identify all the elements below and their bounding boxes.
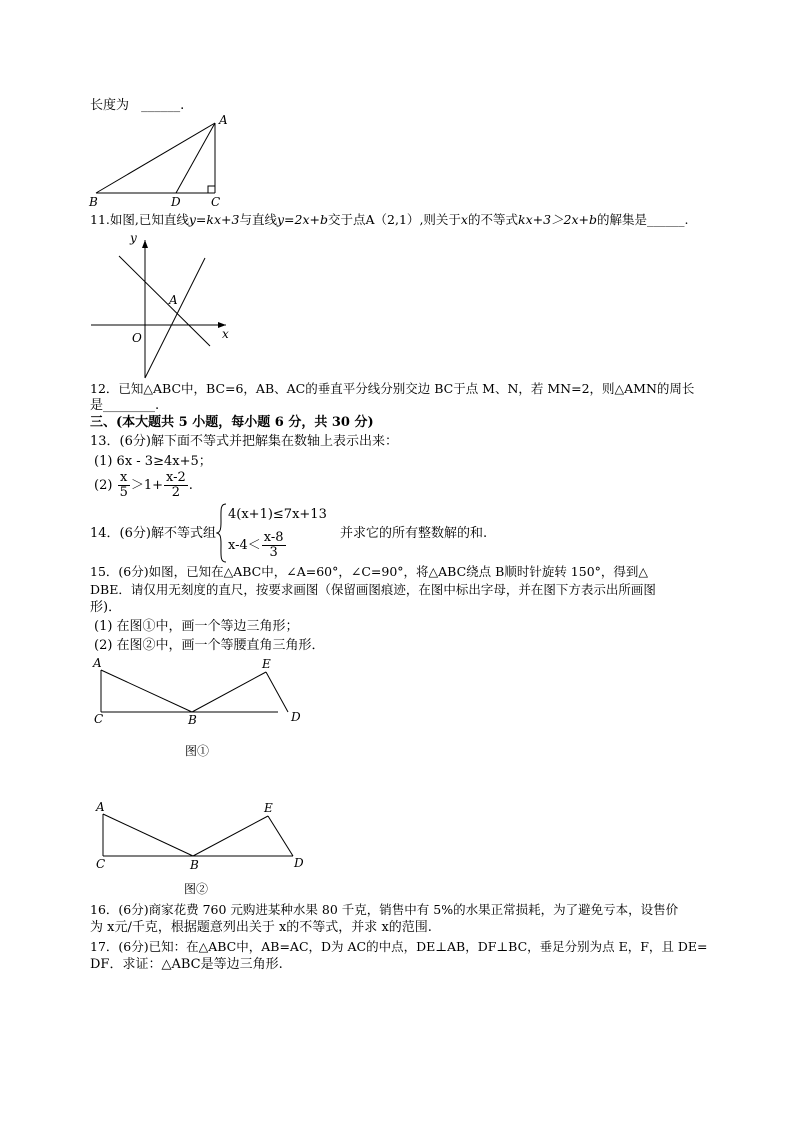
fig1-label-C: C — [94, 712, 104, 726]
q11-label-x: x — [222, 327, 229, 341]
q15-line2: DBE．请仅用无刻度的直尺，按要求画图（保留画图痕迹，在图中标出字母，并在图下方表示出所画图 — [90, 582, 656, 597]
q16-line2: 为 x元/千克，根据题意列出关于 x的不等式，并求 x的范围. — [90, 920, 432, 935]
fig2-label-A: A — [96, 800, 105, 814]
q15-sub1: (1) 在图①中，画一个等边三角形； — [94, 619, 299, 634]
q14-frac-den: 3 — [269, 545, 278, 560]
q14-frac-num: x-8 — [263, 530, 284, 545]
q11-coordinate-figure — [88, 228, 238, 383]
q13-frac2 — [164, 471, 188, 500]
q13-frac2-num: x-2 — [166, 470, 186, 485]
q11-eq1: y=kx+3 — [188, 212, 240, 227]
q15-figure-1 — [88, 652, 313, 764]
q12-pre: 是 — [90, 398, 104, 413]
q10-label-D: D — [171, 195, 181, 208]
q14-brace — [216, 502, 228, 564]
fig2-caption: 图② — [184, 882, 209, 896]
q13-p2-label: (2) — [94, 478, 113, 493]
q13-part1: (1) 6x - 3≥4x+5； — [94, 454, 212, 469]
q11-p6: 的解集是 — [597, 212, 648, 227]
q11-label-A: A — [169, 293, 178, 307]
q15-line3: 形)． — [90, 600, 122, 615]
q11-p3: 交于点 — [328, 212, 366, 227]
q13-part2 — [94, 470, 193, 502]
fig2-label-C: C — [96, 857, 106, 871]
fig1-caption: 图① — [185, 744, 210, 758]
q15-figure-2 — [88, 798, 313, 900]
q13-frac1 — [118, 471, 130, 500]
q11-point: A（2,1） — [365, 212, 420, 227]
q13-frac1-den: 5 — [119, 485, 128, 500]
q11-p4: ,则关于 — [419, 212, 461, 227]
q17-line2: DF．求证：△ABC是等边三角形. — [90, 957, 283, 972]
q11-text — [90, 212, 689, 228]
fig1-label-E: E — [262, 657, 271, 671]
q12-line1: 12．已知△ABC中，BC=6，AB、AC的垂直平分线分别交边 BC于点 M、N，若 MN=2，则△AMN的周长 — [90, 381, 695, 396]
q11-var: x — [460, 212, 468, 227]
q17-line1: 17．(6分)已知：在△ABC中，AB=AC，D为 AC的中点，DE⊥AB，DF⊥BC，垂足分别为点 E，F，且 DE= — [90, 939, 708, 954]
q12-line2 — [90, 398, 159, 414]
q11-blank: ______ — [647, 212, 685, 227]
q13-p2-end: . — [188, 478, 193, 493]
q13-p2-mid: ＞1+ — [130, 478, 164, 493]
q11-label-O: O — [132, 331, 142, 345]
q13-head: 13．(6分)解下面不等式并把解集在数轴上表示出来： — [90, 434, 398, 449]
q14-frac — [262, 531, 286, 560]
q11-p1: 如图,已知直线 — [109, 212, 189, 227]
q11-p2: 与直线 — [239, 212, 277, 227]
q10-blank: ______ — [141, 98, 181, 113]
fig2-label-B: B — [190, 858, 199, 872]
q10-end: . — [180, 98, 185, 113]
q15-line1: 15．(6分)如图，已知在△ABC中，∠A=60°，∠C=90°，将△ABC绕点 B顺时针旋转 150°，得到△ — [90, 564, 649, 579]
q10-text: 长度为 — [90, 98, 130, 113]
q11-eq2: y=2x+b — [276, 212, 328, 227]
q15-sub2: (2) 在图②中，画一个等腰直角三角形． — [94, 638, 325, 653]
q14-head: 14．(6分)解不等式组 — [90, 526, 216, 541]
fig2-label-D: D — [294, 856, 304, 870]
q16-line1: 16．(6分)商家花费 760 元购进某种水果 80 千克，销售中有 5%的水果正常损耗，为了避免亏本，设售价 — [90, 902, 679, 917]
q12-end: . — [155, 398, 160, 413]
q13-frac1-num: x — [118, 471, 130, 486]
q10-triangle-figure — [88, 112, 238, 208]
q11-end: . — [684, 212, 689, 227]
fig2-label-E: E — [264, 801, 273, 815]
fig1-label-D: D — [291, 710, 301, 724]
q10-label-B: B — [89, 195, 98, 208]
q11-label-y: y — [130, 231, 137, 245]
q10-label-C: C — [211, 195, 221, 208]
q11-num: 11. — [90, 212, 110, 227]
q10-label-A: A — [219, 113, 228, 127]
q13-frac2-den: 2 — [171, 485, 181, 500]
q14-ineq2 — [228, 530, 287, 562]
q11-ineq: kx+3＞2x+b — [518, 212, 598, 227]
fig1-label-A: A — [93, 656, 102, 670]
section-3-heading: 三、(本大题共 5 小题，每小题 6 分，共 30 分) — [90, 415, 374, 430]
q14-ineq1: 4(x+1)≤7x+13 — [228, 507, 327, 522]
q14-tail: 并求它的所有整数解的和. — [340, 526, 488, 541]
q14-ineq2-pre: x-4＜ — [228, 538, 261, 553]
q12-blank: ________ — [103, 398, 156, 413]
q11-p5: 的不等式 — [467, 212, 518, 227]
fig1-label-B: B — [188, 713, 197, 727]
